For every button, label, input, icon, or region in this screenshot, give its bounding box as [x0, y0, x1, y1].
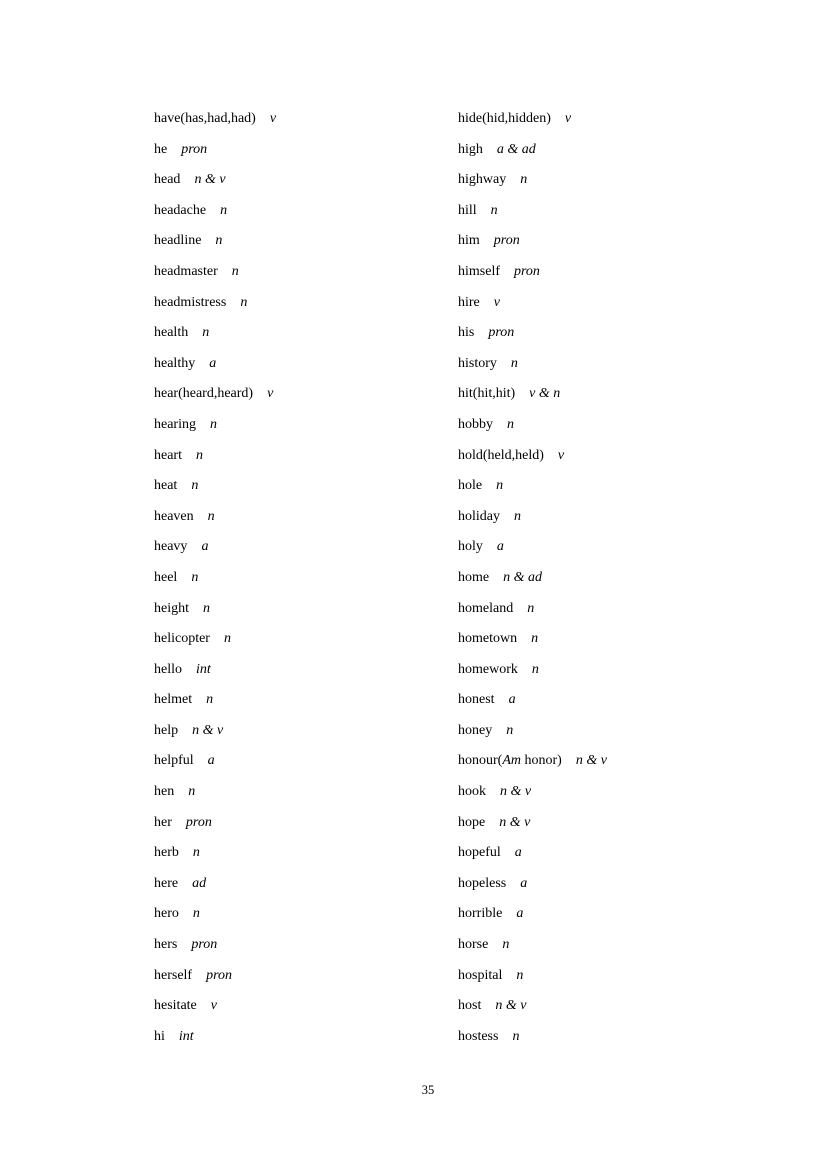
word-entry — [458, 1028, 607, 1059]
entry-word: hole — [458, 478, 483, 494]
entry-pos-tag: n — [527, 600, 535, 616]
entry-word: him — [458, 233, 480, 249]
word-entry — [154, 477, 276, 508]
entry-word: high — [458, 141, 483, 157]
word-entry — [154, 967, 276, 998]
word-entry — [458, 202, 607, 233]
entry-word: her — [154, 814, 172, 830]
entry-pos-tag: n — [195, 447, 203, 463]
word-entry — [154, 722, 276, 753]
wordlist-column-right — [458, 110, 607, 1058]
word-entry — [154, 202, 276, 233]
entry-word: horse — [458, 937, 489, 953]
entry-pos-tag: a — [209, 355, 217, 371]
entry-word: history — [458, 355, 497, 371]
entry-word: honest — [458, 692, 495, 708]
word-entry — [458, 477, 607, 508]
entry-word: heel — [154, 569, 178, 585]
entry-word: heavy — [154, 539, 188, 555]
entry-word: hook — [458, 784, 486, 800]
word-entry — [154, 691, 276, 722]
entry-pos-tag: n — [512, 1028, 520, 1044]
entry-word: himself — [458, 263, 500, 279]
entry-word: hit(hit,hit) — [458, 386, 516, 402]
word-entry — [458, 905, 607, 936]
word-entry — [154, 875, 276, 906]
entry-pos-tag: v & n — [529, 386, 561, 402]
entry-pos-tag: pron — [493, 233, 520, 249]
entry-pos-tag: n & v — [499, 814, 531, 830]
word-entry — [458, 752, 607, 783]
entry-word: hi — [154, 1028, 165, 1044]
entry-pos-tag: n — [188, 784, 196, 800]
entry-pos-tag: n — [202, 325, 210, 341]
word-entry — [458, 294, 607, 325]
entry-pos-tag: int — [178, 1028, 194, 1044]
word-entry — [154, 324, 276, 355]
entry-pos-tag: n — [207, 508, 215, 524]
word-entry — [458, 385, 607, 416]
entry-pos-tag: n — [516, 967, 524, 983]
entry-word: hen — [154, 784, 175, 800]
entry-pos-tag: n — [514, 508, 521, 524]
entry-word: headline — [154, 233, 202, 249]
word-entry — [458, 661, 607, 692]
word-entry — [458, 997, 607, 1028]
entry-word: herb — [154, 845, 179, 861]
entry-pos-tag: n & v — [500, 784, 532, 800]
entry-pos-tag: a — [516, 906, 524, 922]
entry-word: head — [154, 172, 181, 188]
entry-word: helicopter — [154, 631, 210, 647]
entry-pos-tag: n — [192, 906, 200, 922]
entry-pos-tag: ad — [192, 875, 207, 891]
entry-word: holiday — [458, 508, 500, 524]
word-entry — [154, 263, 276, 294]
entry-pos-tag: n — [192, 845, 200, 861]
word-entry — [458, 783, 607, 814]
word-entry — [154, 232, 276, 263]
word-entry — [458, 263, 607, 294]
entry-word: hill — [458, 202, 477, 218]
entry-word: holy — [458, 539, 483, 555]
entry-word: health — [154, 325, 189, 341]
entry-pos-tag: pron — [514, 263, 540, 279]
entry-pos-tag: pron — [206, 967, 233, 983]
word-entry — [154, 447, 276, 478]
entry-pos-tag: n — [506, 722, 514, 738]
word-entry — [458, 110, 607, 141]
word-entry — [458, 416, 607, 447]
entry-pos-tag: n — [510, 355, 518, 371]
entry-pos-tag: pron — [488, 325, 515, 341]
word-entry — [154, 844, 276, 875]
word-entry — [154, 141, 276, 172]
word-entry — [458, 508, 607, 539]
entry-word: hello — [154, 661, 182, 677]
entry-pos-tag: a — [514, 845, 522, 861]
entry-word: hold(held,held) — [458, 447, 544, 463]
word-entry — [154, 600, 276, 631]
entry-word: herself — [154, 967, 193, 983]
word-entry — [154, 538, 276, 569]
word-entry — [458, 630, 607, 661]
entry-word: homeland — [458, 600, 514, 616]
word-entry — [154, 508, 276, 539]
entry-pos-tag: n — [240, 294, 248, 310]
entry-word: helpful — [154, 753, 194, 769]
word-entry — [154, 294, 276, 325]
word-entry — [458, 447, 607, 478]
word-entry — [154, 385, 276, 416]
word-entry — [154, 171, 276, 202]
entry-pos-tag: v — [269, 111, 277, 126]
word-entry — [458, 232, 607, 263]
word-entry — [458, 171, 607, 202]
word-entry — [458, 722, 607, 753]
entry-word: helmet — [154, 692, 193, 708]
entry-word: hope — [458, 814, 486, 830]
entry-pos-tag: n — [220, 202, 228, 218]
entry-pos-tag: n — [206, 692, 214, 708]
entry-word: highway — [458, 172, 507, 188]
word-entry — [458, 569, 607, 600]
word-entry — [458, 600, 607, 631]
word-entry — [458, 875, 607, 906]
entry-word: hearing — [154, 416, 196, 432]
entry-word: honey — [458, 722, 493, 738]
word-entry — [458, 141, 607, 172]
entry-word: honour(Am honor) — [458, 753, 562, 769]
entry-pos-tag: n — [507, 416, 514, 432]
entry-pos-tag: n — [531, 631, 539, 647]
word-entry — [154, 355, 276, 386]
entry-word: hesitate — [154, 998, 197, 1014]
word-entry — [154, 110, 276, 141]
entry-pos-tag: pron — [181, 141, 208, 157]
word-entry — [458, 814, 607, 845]
entry-word: hopeful — [458, 845, 501, 861]
entry-word: home — [458, 569, 490, 585]
entry-word: headmistress — [154, 294, 227, 310]
entry-pos-tag: n — [496, 478, 504, 494]
entry-pos-tag: a — [520, 875, 528, 891]
entry-pos-tag: v — [493, 294, 500, 310]
entry-word: hospital — [458, 967, 503, 983]
entry-word: hide(hid,hidden) — [458, 111, 551, 126]
entry-pos-tag: pron — [191, 937, 218, 953]
entry-word: hopeless — [458, 875, 507, 891]
entry-pos-tag: a — [201, 539, 209, 555]
entry-word: hero — [154, 906, 179, 922]
entry-word: hire — [458, 294, 480, 310]
entry-pos-tag: n — [490, 202, 498, 218]
word-entry — [154, 936, 276, 967]
word-entry — [458, 324, 607, 355]
entry-pos-tag: int — [196, 661, 211, 677]
entry-pos-tag: a & ad — [496, 141, 536, 157]
word-entry — [458, 691, 607, 722]
entry-pos-tag: n — [209, 416, 217, 432]
entry-word: horrible — [458, 906, 503, 922]
entry-pos-tag: n — [231, 263, 239, 279]
word-entry — [458, 967, 607, 998]
entry-word: hear(heard,heard) — [154, 386, 254, 402]
entry-word: host — [458, 998, 482, 1014]
entry-word: healthy — [154, 355, 196, 371]
entry-word: heaven — [154, 508, 194, 524]
entry-pos-tag: n — [191, 569, 199, 585]
entry-pos-tag: n — [223, 631, 231, 647]
word-entry — [154, 814, 276, 845]
entry-pos-tag: v — [210, 998, 217, 1014]
page-number: 35 — [421, 1083, 435, 1097]
entry-word: he — [154, 141, 168, 157]
word-entry — [154, 661, 276, 692]
entry-pos-tag: n — [203, 600, 210, 616]
entry-word: homework — [458, 661, 518, 677]
entry-word: hobby — [458, 416, 493, 432]
entry-pos-tag: v — [557, 447, 565, 463]
entry-word: heart — [154, 447, 182, 463]
entry-word: headache — [154, 202, 207, 218]
entry-pos-tag: n — [520, 172, 528, 188]
word-entry — [154, 752, 276, 783]
entry-word: hers — [154, 937, 178, 953]
entry-pos-tag: n & ad — [503, 569, 542, 585]
entry-word: here — [154, 875, 179, 891]
entry-pos-tag: n — [191, 478, 199, 494]
entry-pos-tag: v — [564, 111, 572, 126]
word-entry — [458, 355, 607, 386]
entry-pos-tag: a — [496, 539, 504, 555]
word-entry — [154, 1028, 276, 1059]
entry-word: height — [154, 600, 189, 616]
entry-pos-tag: v — [267, 386, 274, 402]
entry-pos-tag: n — [531, 661, 539, 677]
entry-pos-tag: pron — [185, 814, 212, 830]
word-entry — [154, 783, 276, 814]
word-entry — [154, 416, 276, 447]
entry-word: hostess — [458, 1028, 499, 1044]
entry-pos-tag: n & v — [575, 753, 607, 769]
entry-word: help — [154, 722, 179, 738]
word-entry — [154, 905, 276, 936]
entry-word: hometown — [458, 631, 518, 647]
entry-pos-tag: a — [508, 692, 516, 708]
word-entry — [154, 630, 276, 661]
entry-pos-tag: a — [207, 753, 215, 769]
wordlist-column-left — [154, 110, 276, 1058]
word-entry — [458, 844, 607, 875]
entry-pos-tag: n — [215, 233, 223, 249]
entry-pos-tag: n & v — [495, 998, 527, 1014]
entry-word: have(has,had,had) — [154, 111, 256, 126]
word-entry — [154, 569, 276, 600]
entry-pos-tag: n & v — [192, 722, 224, 738]
entry-word: his — [458, 325, 475, 341]
word-entry — [458, 936, 607, 967]
entry-word: headmaster — [154, 263, 218, 279]
entry-word: heat — [154, 478, 178, 494]
word-entry — [458, 538, 607, 569]
word-entry — [154, 997, 276, 1028]
entry-pos-tag: n — [502, 937, 510, 953]
entry-pos-tag: n & v — [194, 172, 226, 188]
